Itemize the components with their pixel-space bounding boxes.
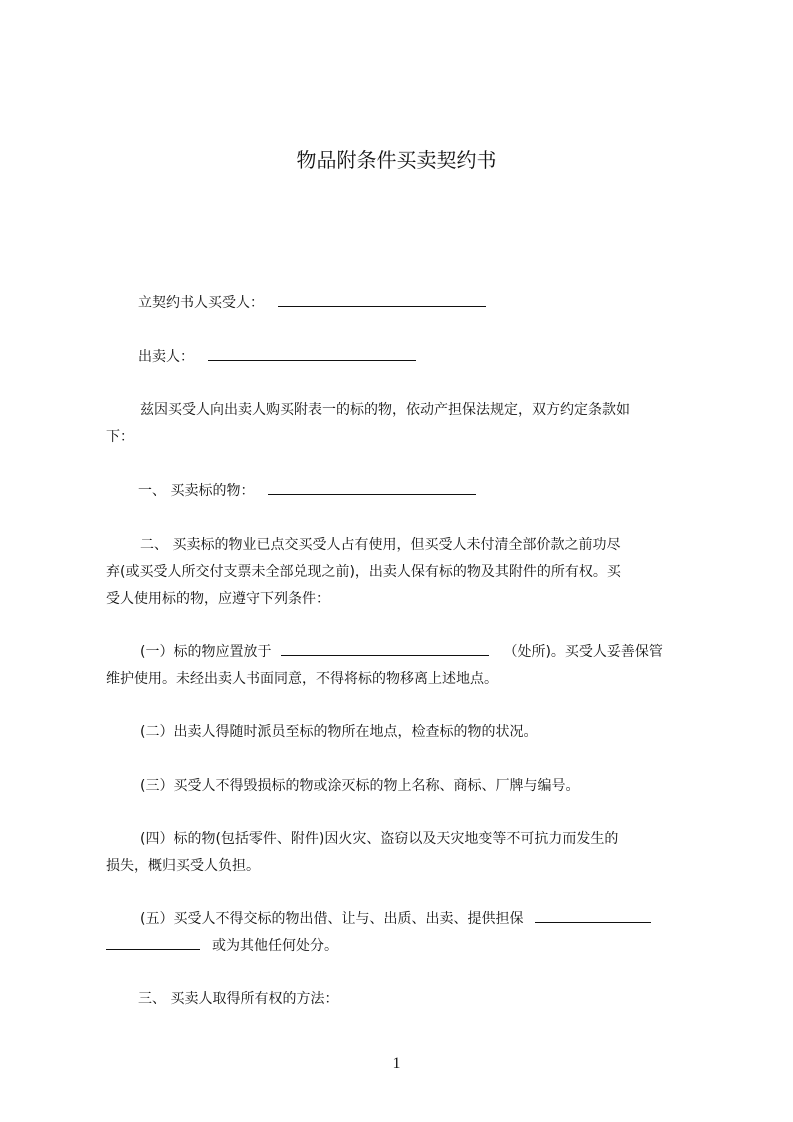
page-title: 物品附条件买卖契约书 [296,148,497,172]
cond-1-line-1 [140,641,663,661]
buyer-blank [278,292,486,307]
cond-1-blank [281,641,489,656]
buyer-line [138,292,486,312]
cond-5-tail: 或为其他任何处分。 [212,938,338,954]
item-1 [138,480,476,500]
cond-1-pre: (一）标的物应置放于 [140,644,272,660]
item-1-blank [268,480,476,495]
item-3: 三、 买卖人取得所有权的方法： [138,991,339,1007]
cond-2: (二）出卖人得随时派员至标的物所在地点，检查标的物的状况。 [140,724,538,740]
cond-1-line-2: 维护使用。未经出卖人书面同意，不得将标的物移离上述地点。 [106,671,498,687]
cond-5-blank-1 [535,908,651,923]
cond-5-line-2 [106,935,338,955]
intro-line-2: 下： [106,429,134,445]
seller-line [138,346,416,366]
cond-5-blank-2 [106,935,200,950]
cond-5-text: (五）买受人不得交标的物出借、让与、出质、出卖、提供担保 [140,911,524,927]
cond-4-line-2: 损失，概归买受人负担。 [106,858,260,874]
item-2-line-2: 弃(或买受人所交付支票未全部兑现之前)，出卖人保有标的物及其附件的所有权。买 [106,564,621,580]
cond-4-line-1: (四）标的物(包括零件、附件)因火灾、盗窃以及天灾地变等不可抗力而发生的 [140,831,619,847]
item-2-line-1: 二、 买卖标的物业已点交买受人占有使用，但买受人未付清全部价款之前功尽 [140,537,621,553]
seller-label: 出卖人： [138,349,194,365]
item-1-label: 一、 买卖标的物： [138,483,255,499]
seller-blank [208,346,416,361]
item-2-line-3: 受人使用标的物，应遵守下列条件： [106,591,330,607]
cond-1-post: （处所)。买受人妥善保管 [503,644,663,660]
cond-3: (三）买受人不得毁损标的物或涂灭标的物上名称、商标、厂牌与编号。 [140,778,580,794]
buyer-label: 立契约书人买受人： [138,295,264,311]
intro-line-1: 兹因买受人向出卖人购买附表一的标的物，依动产担保法规定，双方约定条款如 [140,402,630,418]
cond-5-line-1 [140,908,651,928]
page-number: 1 [392,1055,401,1072]
